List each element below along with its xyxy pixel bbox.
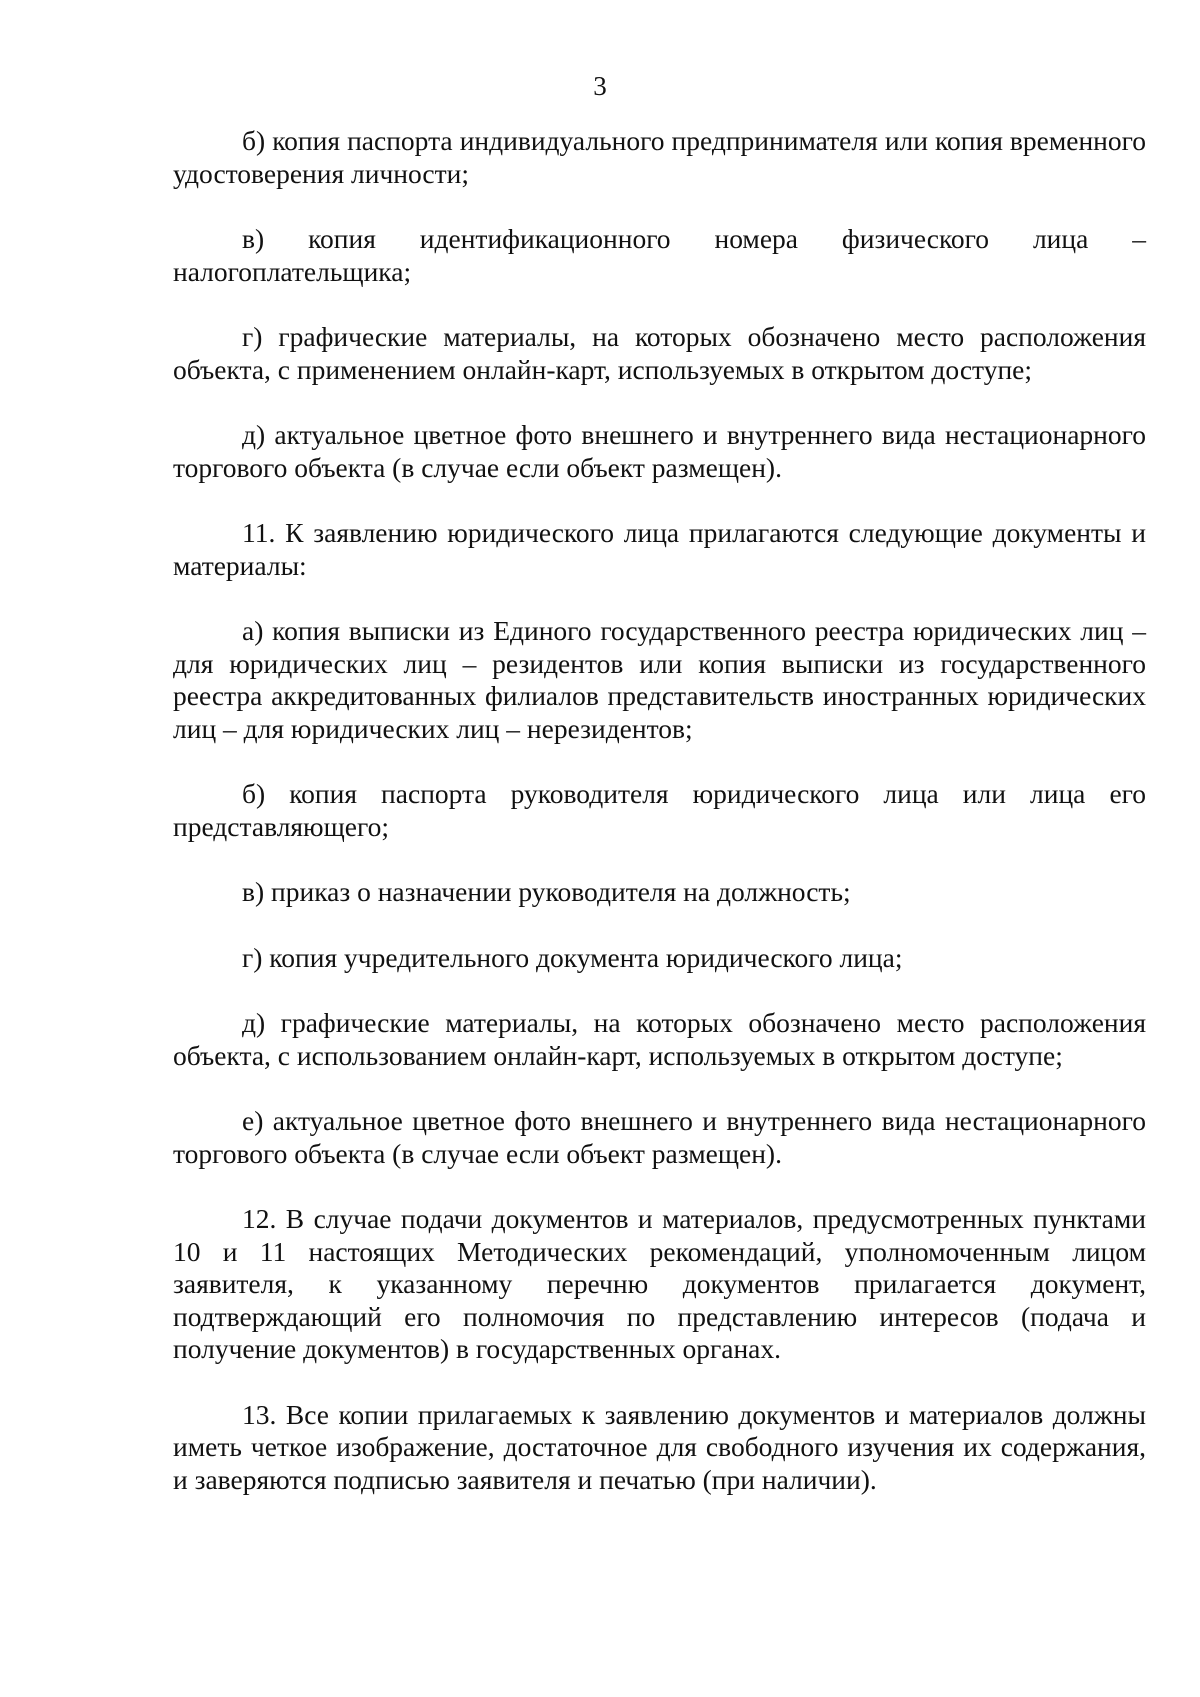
paragraph-a-registry-extract: а) копия выписки из Единого государственного реестра юридических лиц – для юридических лиц – резидентов или копия выписки из государственного реестра аккредитованных филиалов представительств иностранных юридических лиц – для юридических лиц – нерезидентов; — [173, 615, 1146, 744]
paragraph-d-color-photo: д) актуальное цветное фото внешнего и внутреннего вида нестационарного торгового объекта (в случае если объект размещен). — [173, 419, 1146, 483]
paragraph-13-copy-requirements: 13. Все копии прилагаемых к заявлению документов и материалов должны иметь четкое изображение, достаточное для свободного изучения их содержания, и заверяются подписью заявителя и печатью (при наличии). — [173, 1398, 1146, 1495]
paragraph-d-graphic-materials: д) графические материалы, на которых обозначено место расположения объекта, с использованием онлайн-карт, используемых в открытом доступе; — [173, 1007, 1146, 1071]
page-number: 3 — [593, 71, 607, 101]
paragraph-v-taxpayer-id: в) копия идентификационного номера физического лица – налогоплательщика; — [173, 223, 1146, 287]
paragraph-12-authorized-person: 12. В случае подачи документов и материалов, предусмотренных пунктами 10 и 11 настоящих Методических рекомендаций, уполномоченным лицом заявителя, к указанному перечню документов прилагается документ, подтверждающий его полномочия по представлению интересов (подача и получение документов) в государственных органах. — [173, 1203, 1146, 1364]
paragraph-b-passport-copy: б) копия паспорта индивидуального предпринимателя или копия временного удостоверения личности; — [173, 125, 1146, 189]
paragraph-v-appointment-order: в) приказ о назначении руководителя на должность; — [242, 876, 851, 907]
paragraph-b-manager-passport: б) копия паспорта руководителя юридического лица или лица его представляющего; — [173, 778, 1146, 842]
paragraph-11-legal-entity-documents: 11. К заявлению юридического лица прилагаются следующие документы и материалы: — [173, 517, 1146, 581]
paragraph-e-color-photo: е) актуальное цветное фото внешнего и внутреннего вида нестационарного торгового объекта (в случае если объект размещен). — [173, 1105, 1146, 1169]
document-body — [173, 125, 1146, 1529]
paragraph-g-graphic-materials: г) графические материалы, на которых обозначено место расположения объекта, с применением онлайн-карт, используемых в открытом доступе; — [173, 321, 1146, 385]
paragraph-g-founding-document: г) копия учредительного документа юридического лица; — [242, 941, 903, 973]
